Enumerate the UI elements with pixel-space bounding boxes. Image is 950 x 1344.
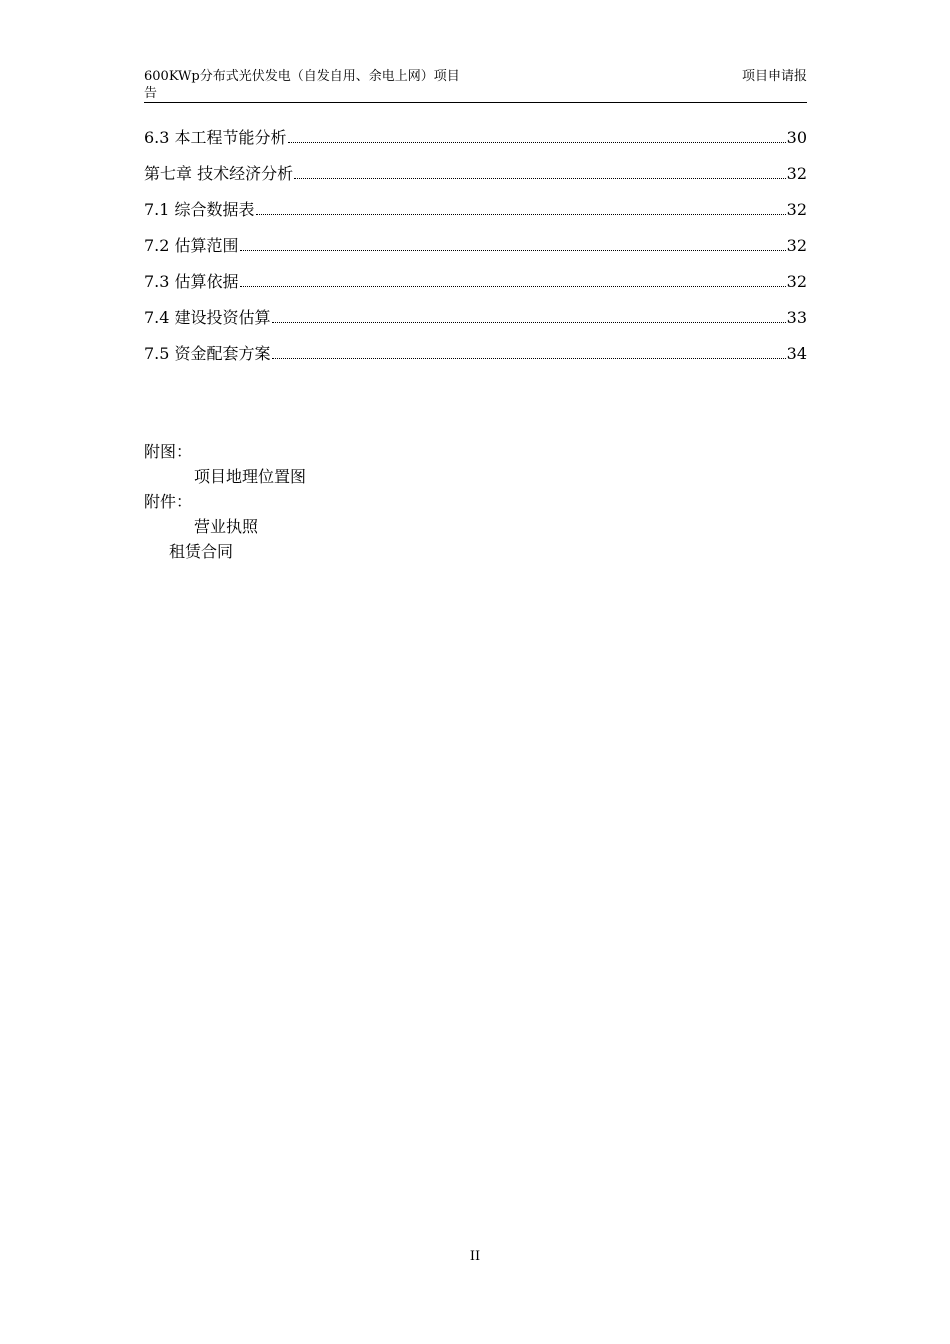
toc-dot-leader <box>240 250 786 251</box>
toc-entry-title: 7.5 资金配套方案 <box>144 344 271 363</box>
toc-entry-title: 第七章 技术经济分析 <box>144 164 294 183</box>
header-title-line-1: 600KWp分布式光伏发电（自发自用、余电上网）项目 <box>144 69 460 84</box>
table-of-contents <box>144 126 807 378</box>
toc-entry[interactable] <box>144 162 807 198</box>
toc-entry[interactable] <box>144 342 807 378</box>
header-report-type: 项目申请报 <box>741 69 807 84</box>
toc-dot-leader <box>294 178 786 179</box>
toc-entry-page: 34 <box>786 344 807 363</box>
toc-entry-title: 7.1 综合数据表 <box>144 200 255 219</box>
page-number: II <box>469 1249 481 1264</box>
toc-entry-page: 32 <box>786 200 807 219</box>
toc-entry-title: 7.2 估算范围 <box>144 236 239 255</box>
toc-entry-title: 6.3 本工程节能分析 <box>144 128 287 147</box>
toc-dot-leader <box>240 286 786 287</box>
toc-dot-leader <box>288 142 786 143</box>
header-title-line-2: 告 <box>144 86 158 101</box>
attachments-label: 附件： <box>144 492 193 511</box>
attachment-item: 租赁合同 <box>169 542 234 561</box>
toc-entry-page: 32 <box>786 236 807 255</box>
figures-label: 附图： <box>144 442 193 461</box>
toc-dot-leader <box>256 214 786 215</box>
toc-entry-page: 32 <box>786 164 807 183</box>
figure-item: 项目地理位置图 <box>194 467 307 486</box>
toc-entry[interactable] <box>144 234 807 270</box>
page-header <box>144 66 807 103</box>
toc-dot-leader <box>272 358 786 359</box>
toc-entry-title: 7.4 建设投资估算 <box>144 308 271 327</box>
header-document-title <box>144 68 494 102</box>
toc-entry[interactable] <box>144 306 807 342</box>
toc-entry-page: 33 <box>786 308 807 327</box>
attachment-item: 营业执照 <box>194 517 259 536</box>
toc-entry-page: 30 <box>786 128 807 147</box>
toc-dot-leader <box>272 322 786 323</box>
toc-entry[interactable] <box>144 198 807 234</box>
toc-entry[interactable] <box>144 270 807 306</box>
toc-entry-page: 32 <box>786 272 807 291</box>
appendix-list <box>144 439 807 564</box>
toc-entry-title: 7.3 估算依据 <box>144 272 239 291</box>
toc-entry[interactable] <box>144 126 807 162</box>
